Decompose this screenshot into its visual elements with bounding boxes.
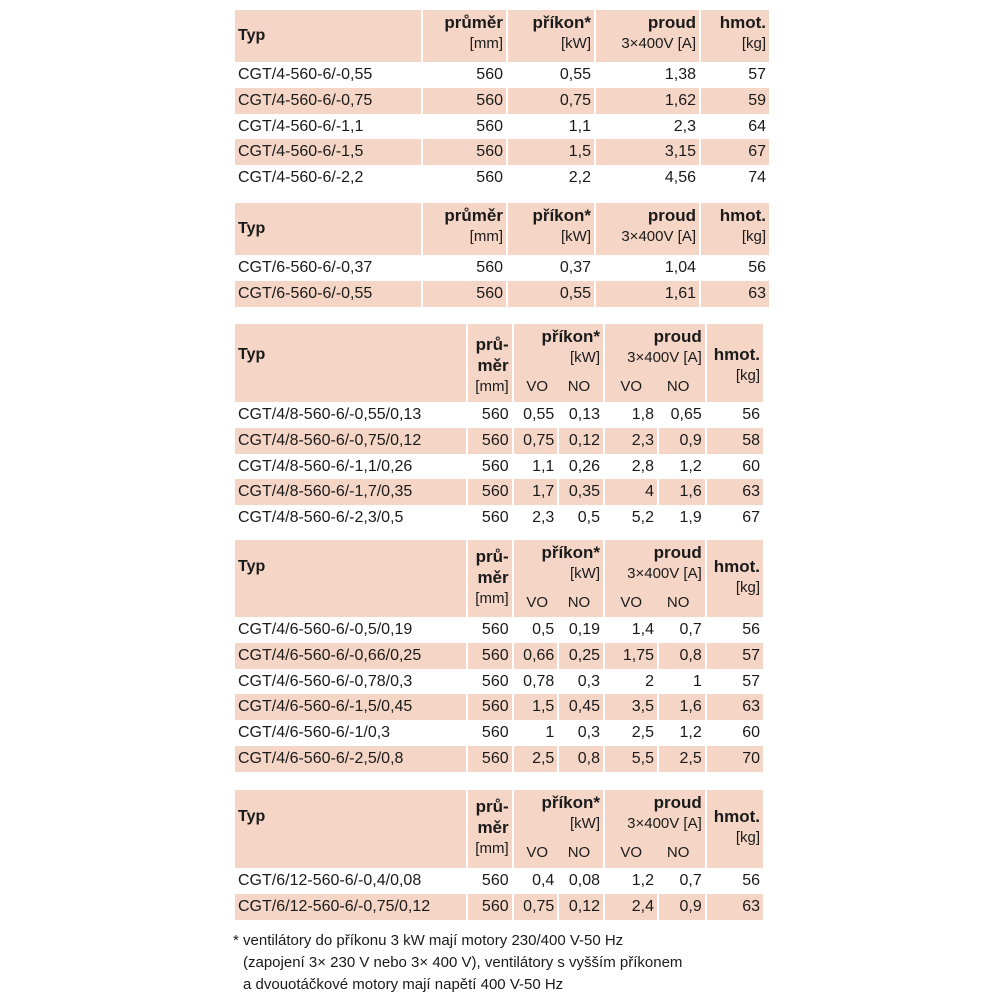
cell-value: 560 xyxy=(481,509,509,527)
cell-value: 0,75 xyxy=(508,88,594,114)
cell-value: 1,2 xyxy=(631,872,655,889)
col-prikon: příkon* [kW] VO NO xyxy=(514,540,603,617)
table-row xyxy=(235,868,763,894)
cell-value: 1,75 xyxy=(605,643,657,669)
table-body xyxy=(235,255,769,307)
cell-value: 3,5 xyxy=(605,694,657,720)
cell-value: 2,5 xyxy=(514,746,558,772)
col-proud: proud 3×400V [A] VO NO xyxy=(605,324,705,402)
cell-typ: CGT/4-560-6/-1,1 xyxy=(238,117,364,135)
col-prikon-vo: VO xyxy=(526,378,549,395)
cell-value: 0,7 xyxy=(679,872,702,889)
cell-value: 1,6 xyxy=(659,694,705,720)
cell-value: 63 xyxy=(707,894,763,920)
col-proud-vo: VO xyxy=(620,594,643,611)
cell-value: 5,5 xyxy=(605,746,657,772)
table-row xyxy=(235,62,769,88)
col-hmot: hmot. [kg] xyxy=(707,324,763,402)
table-header xyxy=(235,10,769,62)
cell-value: 56 xyxy=(748,259,766,276)
cell-value: 0,45 xyxy=(559,694,603,720)
cell-value: 560 xyxy=(481,872,509,889)
cell-value: 4,56 xyxy=(664,169,696,187)
table-body xyxy=(235,617,763,772)
col-hmot: hmot. [kg] xyxy=(707,540,763,617)
col-hmot: hmot. [kg] xyxy=(701,10,769,62)
col-prumer: prů- měr [mm] xyxy=(468,790,512,868)
col-typ: Typ xyxy=(235,790,466,868)
cell-value: 560 xyxy=(476,169,503,187)
cell-value: 560 xyxy=(481,672,509,690)
footnote-line-3: a dvouotáčkové motory mají napětí 400 V-50 Hz xyxy=(243,976,564,993)
cell-value: 4 xyxy=(605,479,657,505)
cell-value: 2,4 xyxy=(605,894,657,920)
cell-value: 1,5 xyxy=(514,694,558,720)
cell-typ: CGT/4/6-560-6/-1,5/0,45 xyxy=(235,694,466,720)
cell-typ: CGT/4-560-6/-0,75 xyxy=(235,88,421,114)
table-two-speed-4-6 xyxy=(235,540,763,772)
col-prikon-no: NO xyxy=(567,594,591,611)
cell-value: 560 xyxy=(423,88,506,114)
cell-value: 0,65 xyxy=(670,406,702,423)
cell-value: 2,8 xyxy=(631,457,655,475)
col-proud-no: NO xyxy=(666,844,690,861)
col-prikon: příkon* [kW] xyxy=(508,10,594,62)
col-typ: Typ xyxy=(235,324,466,402)
cell-value: 0,12 xyxy=(559,894,603,920)
cell-value: 1,9 xyxy=(679,509,702,527)
cell-value: 1,2 xyxy=(679,457,702,475)
cell-value: 0,35 xyxy=(559,479,603,505)
cell-typ: CGT/4/6-560-6/-0,5/0,19 xyxy=(238,621,413,638)
cell-typ: CGT/6/12-560-6/-0,4/0,08 xyxy=(238,872,422,889)
cell-value: 2,5 xyxy=(659,746,705,772)
cell-value: 560 xyxy=(481,406,509,423)
col-proud: proud 3×400V [A] xyxy=(596,203,699,255)
table-row xyxy=(235,114,769,140)
cell-value: 2,3 xyxy=(673,117,696,135)
table-two-speed-4-8 xyxy=(235,324,763,531)
cell-value: 1,6 xyxy=(659,479,705,505)
cell-typ: CGT/4/8-560-6/-1,7/0,35 xyxy=(235,479,466,505)
cell-value: 1,1 xyxy=(532,457,555,475)
cell-value: 56 xyxy=(742,621,760,638)
cell-typ: CGT/4/8-560-6/-0,55/0,13 xyxy=(238,406,422,423)
cell-typ: CGT/4/8-560-6/-1,1/0,26 xyxy=(238,457,413,475)
col-prumer: průměr [mm] xyxy=(423,10,506,62)
cell-value: 1,62 xyxy=(596,88,699,114)
table-row xyxy=(235,88,769,114)
table-row xyxy=(235,694,763,720)
cell-value: 2,5 xyxy=(631,724,655,742)
col-prumer: prů- měr [mm] xyxy=(468,540,512,617)
cell-typ: CGT/4/6-560-6/-2,5/0,8 xyxy=(235,746,466,772)
cell-value: 63 xyxy=(707,479,763,505)
footnote-line-1: * ventilátory do příkonu 3 kW mají motory 230/400 V-50 Hz xyxy=(233,932,624,949)
col-hmot: hmot. [kg] xyxy=(707,790,763,868)
footnote-line-2: (zapojení 3× 230 V nebo 3× 400 V), ventilátory s vyšším příkonem xyxy=(243,954,683,971)
table-header xyxy=(235,790,763,868)
cell-value: 1,61 xyxy=(596,281,699,307)
table-row xyxy=(235,402,763,428)
col-hmot: hmot. [kg] xyxy=(701,203,769,255)
table-row xyxy=(235,139,769,165)
cell-value: 560 xyxy=(468,479,512,505)
cell-value: 0,55 xyxy=(559,66,591,83)
cell-value: 3,15 xyxy=(596,139,699,165)
cell-value: 67 xyxy=(701,139,769,165)
table-single-speed-4pole xyxy=(235,10,766,191)
table-row xyxy=(235,281,769,307)
cell-typ: CGT/6-560-6/-0,37 xyxy=(238,259,373,276)
cell-value: 560 xyxy=(468,643,512,669)
cell-value: 64 xyxy=(748,117,766,135)
cell-typ: CGT/4/6-560-6/-0,78/0,3 xyxy=(238,672,413,690)
cell-value: 1 xyxy=(692,672,702,690)
col-prumer: průměr [mm] xyxy=(423,203,506,255)
table-row xyxy=(235,428,763,454)
cell-value: 1,38 xyxy=(664,66,696,83)
table-row xyxy=(235,669,763,695)
cell-value: 67 xyxy=(742,509,760,527)
table-row xyxy=(235,894,763,920)
cell-typ: CGT/4/8-560-6/-2,3/0,5 xyxy=(238,509,404,527)
table-row xyxy=(235,255,769,281)
col-proud-vo: VO xyxy=(620,844,643,861)
cell-value: 0,4 xyxy=(532,872,555,889)
table-single-speed-6pole xyxy=(235,203,766,307)
cell-typ: CGT/6/12-560-6/-0,75/0,12 xyxy=(235,894,466,920)
cell-typ: CGT/4/6-560-6/-1/0,3 xyxy=(238,724,391,742)
cell-value: 57 xyxy=(742,672,760,690)
cell-value: 63 xyxy=(707,694,763,720)
cell-value: 0,8 xyxy=(559,746,603,772)
cell-value: 1 xyxy=(545,724,555,742)
cell-value: 60 xyxy=(742,457,760,475)
cell-value: 0,5 xyxy=(577,509,600,527)
cell-value: 57 xyxy=(748,66,766,83)
col-proud: proud 3×400V [A] VO NO xyxy=(605,540,705,617)
table-body xyxy=(235,62,769,191)
cell-value: 560 xyxy=(476,117,503,135)
cell-value: 560 xyxy=(468,428,512,454)
cell-value: 560 xyxy=(468,694,512,720)
cell-value: 560 xyxy=(423,281,506,307)
col-prumer: prů- měr [mm] xyxy=(468,324,512,402)
cell-value: 0,75 xyxy=(514,428,558,454)
cell-value: 0,37 xyxy=(559,259,591,276)
cell-value: 2,3 xyxy=(532,509,555,527)
col-prikon: příkon* [kW] xyxy=(508,203,594,255)
cell-value: 56 xyxy=(742,406,760,423)
col-proud-vo: VO xyxy=(620,378,643,395)
cell-value: 1,4 xyxy=(631,621,655,638)
cell-value: 2 xyxy=(645,672,655,690)
table-row xyxy=(235,617,763,643)
table-header xyxy=(235,324,763,402)
cell-value: 2,3 xyxy=(605,428,657,454)
col-prikon-no: NO xyxy=(567,378,591,395)
cell-value: 60 xyxy=(742,724,760,742)
cell-value: 70 xyxy=(707,746,763,772)
cell-value: 0,25 xyxy=(559,643,603,669)
cell-value: 0,7 xyxy=(679,621,702,638)
cell-value: 560 xyxy=(481,457,509,475)
cell-value: 1,5 xyxy=(508,139,594,165)
cell-typ: CGT/4/6-560-6/-0,66/0,25 xyxy=(235,643,466,669)
cell-value: 0,55 xyxy=(508,281,594,307)
cell-value: 1,8 xyxy=(631,406,655,423)
table-header xyxy=(235,540,763,617)
col-prikon-vo: VO xyxy=(526,594,549,611)
table-row xyxy=(235,720,763,746)
cell-value: 0,5 xyxy=(532,621,555,638)
cell-value: 0,55 xyxy=(523,406,555,423)
col-proud: proud 3×400V [A] VO NO xyxy=(605,790,705,868)
cell-value: 63 xyxy=(701,281,769,307)
cell-value: 560 xyxy=(481,724,509,742)
cell-value: 0,9 xyxy=(659,894,705,920)
cell-value: 1,7 xyxy=(514,479,558,505)
cell-value: 0,9 xyxy=(659,428,705,454)
cell-value: 59 xyxy=(701,88,769,114)
table-row xyxy=(235,165,769,191)
table-row xyxy=(235,454,763,480)
col-typ: Typ xyxy=(235,10,421,62)
cell-value: 0,08 xyxy=(568,872,600,889)
cell-value: 57 xyxy=(707,643,763,669)
cell-value: 1,04 xyxy=(664,259,696,276)
cell-value: 0,8 xyxy=(659,643,705,669)
cell-value: 560 xyxy=(476,66,503,83)
col-typ: Typ xyxy=(235,203,421,255)
col-typ: Typ xyxy=(235,540,466,617)
cell-typ: CGT/4-560-6/-0,55 xyxy=(238,66,373,83)
col-prikon: příkon* [kW] VO NO xyxy=(514,324,603,402)
cell-value: 74 xyxy=(748,169,766,187)
cell-value: 0,19 xyxy=(568,621,600,638)
cell-value: 0,3 xyxy=(577,672,600,690)
cell-value: 0,12 xyxy=(559,428,603,454)
cell-value: 0,66 xyxy=(514,643,558,669)
table-row xyxy=(235,746,763,772)
cell-typ: CGT/6-560-6/-0,55 xyxy=(235,281,421,307)
cell-value: 0,13 xyxy=(568,406,600,423)
cell-value: 560 xyxy=(481,621,509,638)
cell-value: 0,26 xyxy=(568,457,600,475)
cell-value: 560 xyxy=(468,746,512,772)
cell-value: 560 xyxy=(476,259,503,276)
cell-value: 1,1 xyxy=(568,117,591,135)
col-prikon-vo: VO xyxy=(526,844,549,861)
cell-value: 0,3 xyxy=(577,724,600,742)
table-header xyxy=(235,203,769,255)
table-row xyxy=(235,643,763,669)
table-body xyxy=(235,868,763,920)
cell-typ: CGT/4/8-560-6/-0,75/0,12 xyxy=(235,428,466,454)
cell-value: 5,2 xyxy=(631,509,655,527)
cell-value: 2,2 xyxy=(568,169,591,187)
cell-value: 560 xyxy=(468,894,512,920)
col-prikon: příkon* [kW] VO NO xyxy=(514,790,603,868)
cell-value: 560 xyxy=(423,139,506,165)
cell-typ: CGT/4-560-6/-2,2 xyxy=(238,169,364,187)
col-proud-no: NO xyxy=(666,378,690,395)
col-proud: proud 3×400V [A] xyxy=(596,10,699,62)
footnote xyxy=(233,930,793,996)
table-row xyxy=(235,505,763,531)
table-two-speed-6-12 xyxy=(235,790,763,920)
col-prikon-no: NO xyxy=(567,844,591,861)
cell-value: 56 xyxy=(742,872,760,889)
table-body xyxy=(235,402,763,531)
cell-value: 1,2 xyxy=(679,724,702,742)
cell-typ: CGT/4-560-6/-1,5 xyxy=(235,139,421,165)
cell-value: 0,75 xyxy=(514,894,558,920)
table-row xyxy=(235,479,763,505)
col-proud-no: NO xyxy=(666,594,690,611)
cell-value: 0,78 xyxy=(523,672,555,690)
cell-value: 58 xyxy=(707,428,763,454)
